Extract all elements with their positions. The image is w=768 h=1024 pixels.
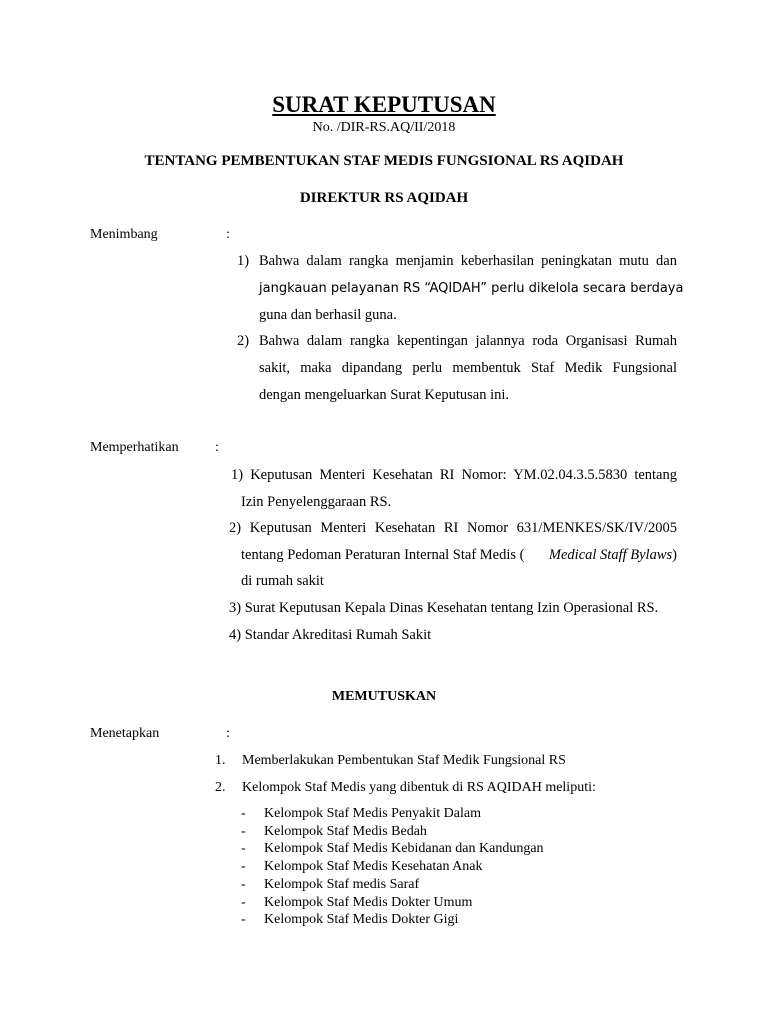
document-number: No. /DIR-RS.AQ/II/2018 <box>312 120 456 135</box>
document-title: SURAT KEPUTUSAN <box>272 92 496 117</box>
memperhatikan-item3: 3) Surat Keputusan Kepala Dinas Kesehatan tentang Izin Operasional RS. <box>229 600 659 616</box>
list-bullet: - <box>241 824 246 839</box>
list-item: Kelompok Staf Medis Dokter Umum <box>264 895 473 910</box>
list-item: Kelompok Staf Medis Penyakit Dalam <box>264 806 481 821</box>
memperhatikan-item4: 4) Standar Akreditasi Rumah Sakit <box>229 627 432 643</box>
memutuskan-heading: MEMUTUSKAN <box>331 689 437 704</box>
document-subject: TENTANG PEMBENTUKAN STAF MEDIS FUNGSIONAL RS AQIDAH <box>144 153 624 169</box>
menimbang-item2-line3: dengan mengeluarkan Surat Keputusan ini. <box>259 387 510 403</box>
menimbang-item2-line2: sakit, maka dipandang perlu membentuk Staf Medik Fungsional <box>259 360 677 376</box>
list-bullet: - <box>241 859 246 874</box>
menetapkan-item1-text: Memberlakukan Pembentukan Staf Medik Fungsional RS <box>242 753 566 768</box>
memperhatikan-item1-line2: Izin Penyelenggaraan RS. <box>241 494 392 510</box>
list-bullet: - <box>241 806 246 821</box>
menetapkan-label: Menetapkan <box>90 726 160 741</box>
list-item: Kelompok Staf Medis Dokter Gigi <box>264 912 459 927</box>
list-item: Kelompok Staf Medis Kebidanan dan Kandungan <box>264 841 544 856</box>
memperhatikan-colon: : <box>215 440 219 455</box>
menimbang-item2-number: 2) <box>237 333 250 349</box>
list-item: Kelompok Staf medis Saraf <box>264 877 420 892</box>
menimbang-label: Menimbang <box>90 227 158 242</box>
menetapkan-item2-text: Kelompok Staf Medis yang dibentuk di RS AQIDAH meliputi: <box>242 780 596 795</box>
menimbang-item1-line2: jangkauan pelayanan RS “AQIDAH” perlu dikelola secara berdaya <box>259 281 684 296</box>
menimbang-item2-line1: Bahwa dalam rangka kepentingan jalannya roda Organisasi Rumah <box>259 333 677 349</box>
list-bullet: - <box>241 895 246 910</box>
memperhatikan-item2-line2-text: tentang Pedoman Peraturan Internal Staf Medis ( <box>241 547 525 563</box>
list-item: Kelompok Staf Medis Bedah <box>264 824 427 839</box>
memperhatikan-item1-line1: 1) Keputusan Menteri Kesehatan RI Nomor: YM.02.04.3.5.5830 tentang <box>231 467 677 483</box>
menetapkan-item1-number: 1. <box>215 753 226 768</box>
closing-paren: ) <box>672 547 677 563</box>
memperhatikan-item2-line3: di rumah sakit <box>241 573 324 589</box>
menetapkan-item2-number: 2. <box>215 780 226 795</box>
menetapkan-colon: : <box>226 726 230 741</box>
menimbang-item1-number: 1) <box>237 253 250 269</box>
menimbang-colon: : <box>226 227 230 242</box>
list-item: Kelompok Staf Medis Kesehatan Anak <box>264 859 483 874</box>
list-bullet: - <box>241 841 246 856</box>
list-bullet: - <box>241 877 246 892</box>
medical-staff-bylaws: Medical Staff Bylaws <box>548 547 673 563</box>
list-bullet: - <box>241 912 246 927</box>
memperhatikan-label: Memperhatikan <box>90 440 179 455</box>
document-issuer: DIREKTUR RS AQIDAH <box>299 190 469 206</box>
menimbang-item1-line3: guna dan berhasil guna. <box>259 307 397 323</box>
memperhatikan-item2-line2 <box>241 547 677 564</box>
menimbang-item1-line1: Bahwa dalam rangka menjamin keberhasilan peningkatan mutu dan <box>259 253 677 269</box>
memperhatikan-item2-line1: 2) Keputusan Menteri Kesehatan RI Nomor 631/MENKES/SK/IV/2005 <box>229 520 677 536</box>
